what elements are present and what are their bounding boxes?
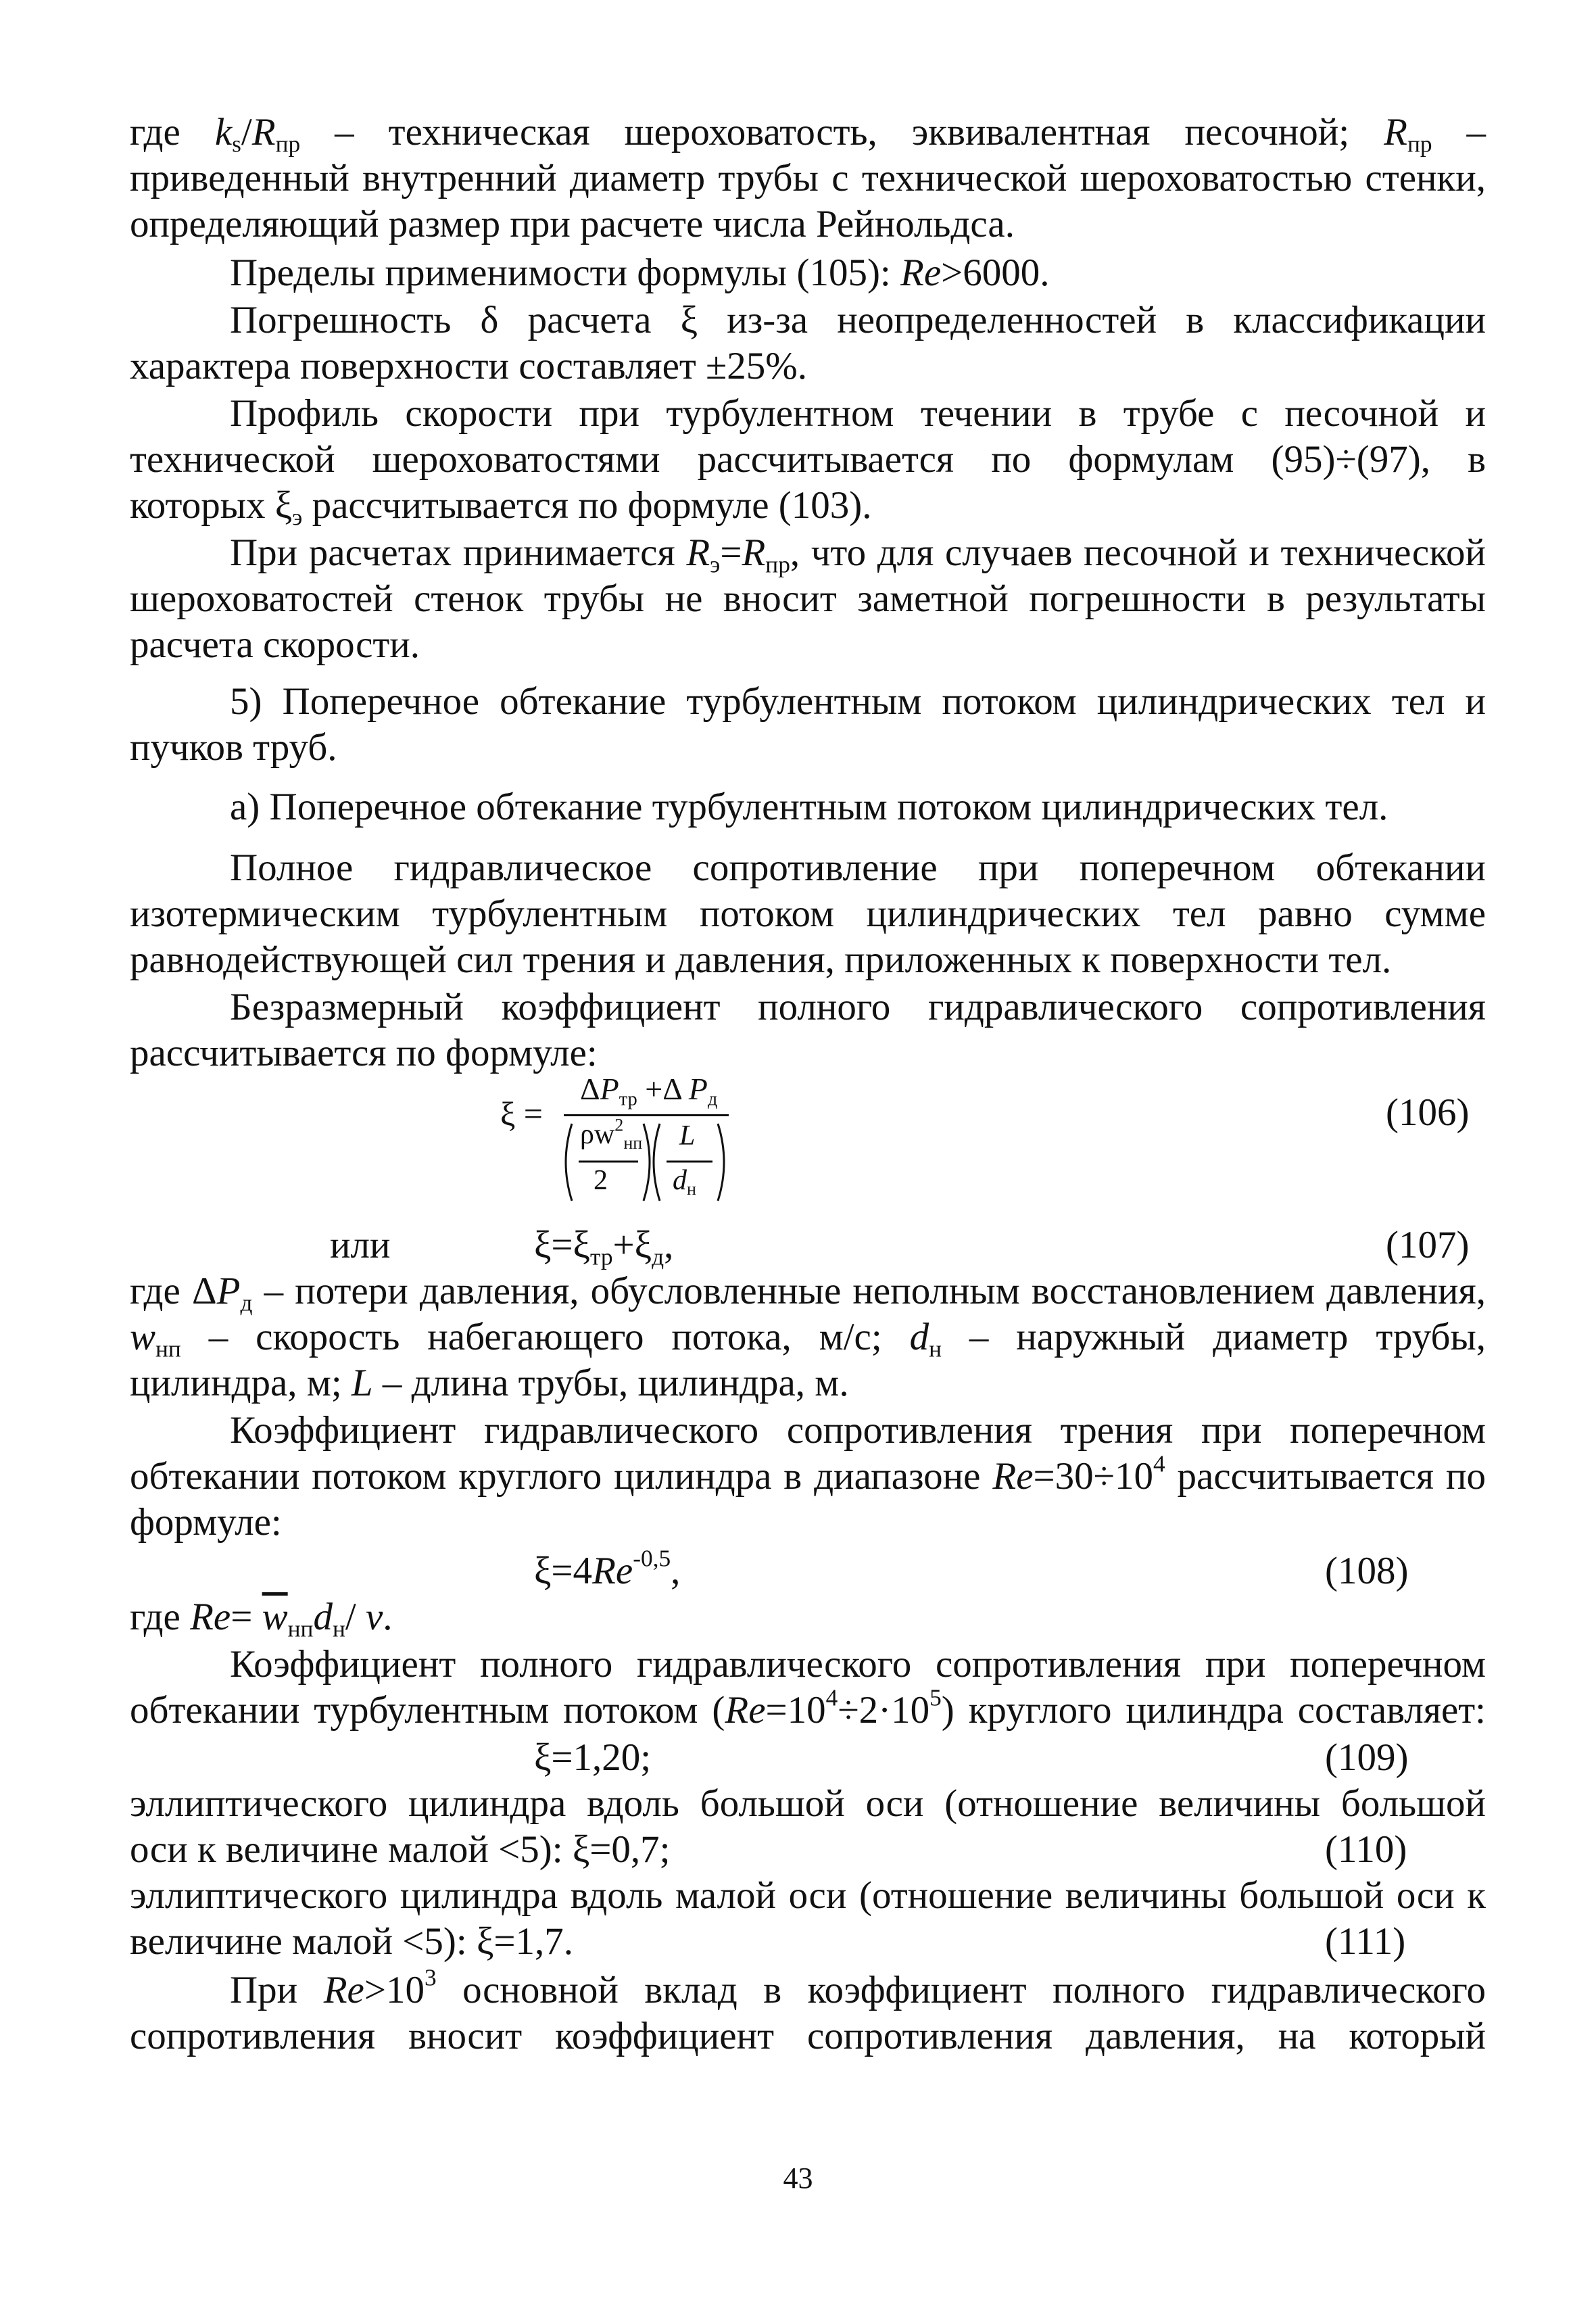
eq106-fraction-bar xyxy=(564,1114,729,1116)
subsection-a-heading: а) Поперечное обтекание турбулентным потоком цилиндрических тел. xyxy=(230,786,1388,828)
last-line-2: сопротивления вносит коэффициент сопротивления давления, на который xyxy=(130,2015,1486,2057)
eq106-lhs: ξ = xyxy=(500,1095,543,1132)
eq111-number: (111) xyxy=(1325,1920,1406,1963)
elliptic-minor-line-1: эллиптического цилиндра вдоль малой оси (отношение величины большой оси к xyxy=(130,1874,1486,1917)
where107-line-3: цилиндра, м; L – длина трубы, цилиндра, м. xyxy=(130,1362,849,1404)
eq109-expression: ξ=1,20; xyxy=(534,1736,652,1779)
full-resistance-line-1: Полное гидравлическое сопротивление при поперечном обтекании xyxy=(230,846,1486,889)
eq107-or: или xyxy=(330,1224,391,1266)
profile-line-3: которых $\xi_э$ рассчитывается по формуле (103). xyxy=(130,484,872,531)
elliptic-major-line-1: эллиптического цилиндра вдоль большой оси (отношение величины большой xyxy=(130,1782,1486,1825)
eq108-number: (108) xyxy=(1325,1550,1409,1592)
profile-line-2: технической шероховатостями рассчитывается по формулам (95)÷(97), в xyxy=(130,438,1486,481)
calc-line-2: шероховатостей стенок трубы не вносит заметной погрешности в результаты xyxy=(130,577,1486,620)
calc-line-1: При расчетах принимается $R_э=R_{пр}$, что для случаев песочной и технической xyxy=(230,531,1486,578)
dimensionless-line-1: Безразмерный коэффициент полного гидравлического сопротивления xyxy=(230,986,1486,1028)
eq106-L: L xyxy=(679,1120,696,1151)
full-coef-line-2: обтекании турбулентным потоком $(Re=10^4\div 2\cdot 10^5)$ круглого цилиндра составляет: xyxy=(130,1684,1486,1732)
definitions-line-2: приведенный внутренний диаметр трубы с технической шероховатостью стенки, xyxy=(130,157,1486,199)
section5-line-2: пучков труб. xyxy=(130,726,337,769)
elliptic-major-line-2: оси к величине малой <5): ξ=0,7; xyxy=(130,1828,671,1871)
definitions-line-1: где $k_s/R_{пр}$ – техническая шероховатость, эквивалентная песочной; $R_{пр}$ – xyxy=(130,111,1486,158)
limits-line: Пределы применимости формулы (105): Re>6000. xyxy=(230,252,1050,294)
friction-line-1: Коэффициент гидравлического сопротивления трения при поперечном xyxy=(230,1409,1486,1452)
calc-line-3: расчета скорости. xyxy=(130,623,420,666)
full-resistance-line-2: изотермическим турбулентным потоком цилиндрических тел равно сумме xyxy=(130,892,1486,935)
where107-line-1: где $\Delta P_д$ – потери давления, обусловленные неполным восстановлением давления, xyxy=(130,1270,1486,1316)
eq109-number: (109) xyxy=(1325,1736,1409,1779)
error-line-2: характера поверхности составляет ±25%. xyxy=(130,345,808,387)
section5-line-1: 5) Поперечное обтекание турбулентным потоком цилиндрических тел и xyxy=(230,680,1486,723)
profile-line-1: Профиль скорости при турбулентном течении в трубе с песочной и xyxy=(230,392,1486,435)
friction-line-2: обтекании потоком круглого цилиндра в диапазоне $Re=30\div 10^4$ рассчитывается по xyxy=(130,1450,1486,1498)
eq106-numerator: $\Delta P_{тр} +\Delta$ $P_д$ xyxy=(580,1072,718,1110)
eq107-number: (107) xyxy=(1386,1224,1470,1266)
full-coef-line-1: Коэффициент полного гидравлического сопротивления при поперечном xyxy=(230,1643,1486,1686)
full-resistance-line-3: равнодействующей сил трения и давления, приложенных к поверхности тел. xyxy=(130,938,1392,981)
where107-line-2: $w_{нп}$ – скорость набегающего потока, м/с; $d_н$ – наружный диаметр трубы, xyxy=(130,1316,1486,1362)
eq106-number: (106) xyxy=(1386,1091,1470,1134)
elliptic-minor-line-2: величине малой <5): ξ=1,7. xyxy=(130,1920,574,1963)
eq106-dn: $d_н$ xyxy=(673,1165,696,1199)
error-line-1: Погрешность δ расчета ξ из-за неопределенностей в классификации xyxy=(230,299,1486,341)
eq107-expression: $\xi=\xi_{тр}+\xi_д$, xyxy=(534,1224,674,1270)
definitions-line-3: определяющий размер при расчете числа Рейнольдса. xyxy=(130,203,1015,245)
last-line-1: При $Re>10^3$ основной вклад в коэффициент полного гидравлического xyxy=(230,1964,1486,2011)
dimensionless-line-2: рассчитывается по формуле: xyxy=(130,1032,598,1074)
eq108-expression: $\xi=4Re^{-0,5}$, xyxy=(534,1545,681,1592)
where108-line: где $Re= \overline{w}_{нп}d_н/$ ν. xyxy=(130,1596,393,1642)
friction-line-3: формуле: xyxy=(130,1501,282,1544)
page-number: 43 xyxy=(783,2162,813,2195)
eq110-number: (110) xyxy=(1325,1828,1407,1871)
eq106-rho-w: $\rho w^2_{нп}$ xyxy=(580,1115,643,1153)
eq106-two: 2 xyxy=(594,1165,608,1196)
